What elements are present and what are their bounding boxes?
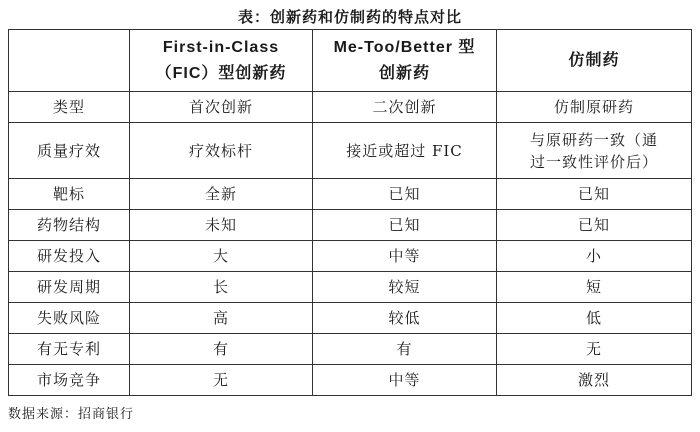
- column-header-generic: 仿制药: [497, 30, 692, 92]
- table-row: [9, 334, 692, 365]
- generic-cell: 短: [497, 272, 692, 303]
- fic-cell: 疗效标杆: [130, 123, 313, 179]
- row-label: 研发投入: [9, 241, 130, 272]
- fic-cell: 全新: [130, 179, 313, 210]
- me-too-cell: 中等: [313, 365, 497, 396]
- table-row: [9, 210, 692, 241]
- row-label: 失败风险: [9, 303, 130, 334]
- row-label: 类型: [9, 92, 130, 123]
- column-header-me-too: Me-Too/Better 型 创新药: [313, 30, 497, 92]
- table-row: [9, 365, 692, 396]
- table-row: [9, 92, 692, 123]
- me-too-cell: 已知: [313, 210, 497, 241]
- generic-cell: 与原研药一致（通 过一致性评价后）: [497, 123, 692, 179]
- generic-cell: 已知: [497, 210, 692, 241]
- fic-cell: 长: [130, 272, 313, 303]
- generic-cell: 低: [497, 303, 692, 334]
- fic-cell: 未知: [130, 210, 313, 241]
- row-label: 药物结构: [9, 210, 130, 241]
- generic-cell: 已知: [497, 179, 692, 210]
- me-too-cell: 接近或超过 FIC: [313, 123, 497, 179]
- me-too-cell: 有: [313, 334, 497, 365]
- row-label: 研发周期: [9, 272, 130, 303]
- me-too-cell: 较短: [313, 272, 497, 303]
- me-too-cell: 已知: [313, 179, 497, 210]
- generic-cell: 小: [497, 241, 692, 272]
- table-row: [9, 241, 692, 272]
- fic-cell: 有: [130, 334, 313, 365]
- header-row: [9, 30, 692, 92]
- generic-cell: 激烈: [497, 365, 692, 396]
- comparison-table: [8, 29, 692, 396]
- me-too-cell: 较低: [313, 303, 497, 334]
- row-label: 靶标: [9, 179, 130, 210]
- column-header-fic: First-in-Class （FIC）型创新药: [130, 30, 313, 92]
- column-header-corner: [9, 30, 130, 92]
- row-label: 有无专利: [9, 334, 130, 365]
- row-label: 市场竞争: [9, 365, 130, 396]
- generic-cell: 仿制原研药: [497, 92, 692, 123]
- fic-cell: 首次创新: [130, 92, 313, 123]
- fic-cell: 无: [130, 365, 313, 396]
- source-note: 数据来源：招商银行: [8, 407, 135, 422]
- me-too-cell: 中等: [313, 241, 497, 272]
- table-row: [9, 303, 692, 334]
- table-title: 表：创新药和仿制药的特点对比: [237, 8, 462, 26]
- generic-cell: 无: [497, 334, 692, 365]
- fic-cell: 大: [130, 241, 313, 272]
- fic-cell: 高: [130, 303, 313, 334]
- me-too-cell: 二次创新: [313, 92, 497, 123]
- row-label: 质量疗效: [9, 123, 130, 179]
- table-row: [9, 179, 692, 210]
- table-row: [9, 272, 692, 303]
- table-row: [9, 123, 692, 179]
